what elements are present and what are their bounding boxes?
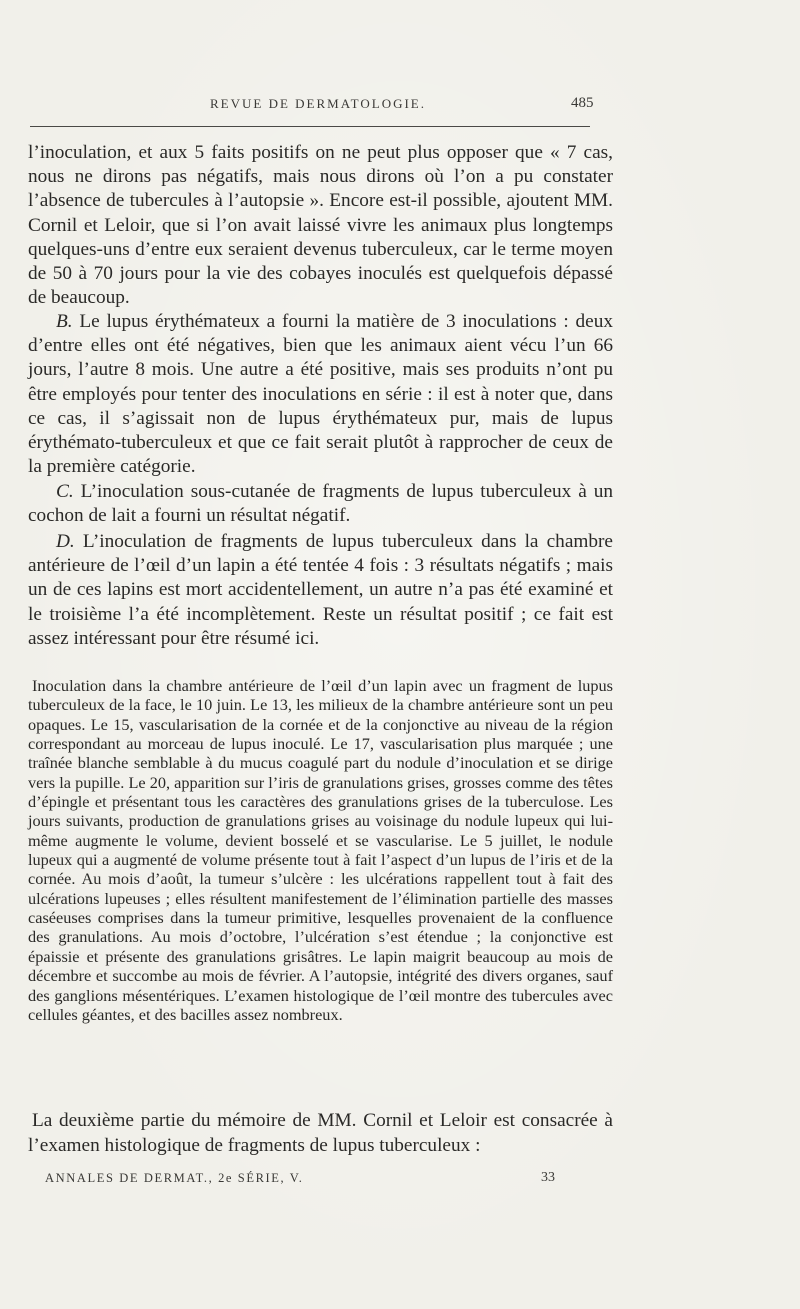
paragraph-d-text: L’inoculation de fragments de lupus tuberculeux dans la chambre antérieure de l’œil d’un lapin a été tentée 4 fois : 3 résultats négatifs ; mais un de ces lapins est mort accidentellement, un autre n’a pas été examiné et le troisième l’a été incomplètement. Reste un résultat positif ; ce fait est assez intéressant pour être résumé ici. [28,531,613,649]
paragraph-b [28,310,613,479]
signature-line: ANNALES DE DERMAT., 2e SÉRIE, V. [45,1171,304,1185]
page-number: 485 [571,95,594,111]
paragraph-d [28,530,613,651]
case-report: Inoculation dans la chambre antérieure de l’œil d’un lapin avec un fragment de lupus tuberculeux de la face, le 10 juin. Le 13, les milieux de la chambre antérieure sont un peu opaques. Le 15, vascularisation de la cornée et de la conjonctive au niveau de la région correspondant au morceau de lupus inoculé. Le 17, vascularisation plus marquée ; une traînée blanche semblable à du mucus coagulé part du nodule d’inoculation et se dirige vers la pupille. Le 20, apparition sur l’iris de granulations grises, grosses comme des têtes d’épingle et présentant tous les caractères des granulations grises de la tuberculose. Les jours suivants, production de granulations grises au voisinage du nodule lupeux qui lui-même augmente le volume, devient bosselé et se vascularise. Le 5 juillet, le nodule lupeux qui a augmenté de volume présente tout à fait l’aspect d’un lupus de l’iris et de la cornée. Au mois d’août, la tumeur s’ulcère : les ulcérations rappellent tout à fait des ulcérations lupeuses ; elles résultent manifestement de l’élimination partielle des masses caséeuses comprises dans la tumeur primitive, lesquelles provenaient de la confluence des granulations. Au mois d’octobre, l’ulcération s’est étendue ; la conjonctive est épaissie et présente des granulations grisâtres. Le lapin maigrit beaucoup au mois de décembre et succombe au mois de février. A l’autopsie, intégrité des divers organes, sauf des ganglions mésentériques. L’examen histologique de l’œil montre des tubercules avec cellules géantes, et des bacilles assez nombreux. [28,676,613,1024]
paragraph-b-text: Le lupus érythémateux a fourni la matière de 3 inoculations : deux d’entre elles ont été négatives, bien que les animaux aient vécu l’un 66 jours, l’autre 8 mois. Une autre a été positive, mais ses produits n’ont pu être employés pour tenter des inoculations en série : il est à noter que, dans ce cas, il s’agissait non de lupus érythémateux pur, mais de lupus érythémato-tuberculeux et que ce fait serait plutôt à rapprocher de ceux de la première catégorie. [28,311,613,478]
section-marker-b: B. [56,311,73,332]
paragraph-continuation: l’inoculation, et aux 5 faits positifs on ne peut plus opposer que « 7 cas, nous ne dirons pas négatifs, mais nous dirons où l’on a pu constater l’absence de tubercules à l’autopsie ». Encore est-il possible, ajoutent MM. Cornil et Leloir, que si l’on avait laissé vivre les animaux plus longtemps quelques-uns d’entre eux seraient devenus tuberculeux, car le terme moyen de 50 à 70 jours pour la vie des cobayes inoculés est quelquefois dépassé de beaucoup. [28,142,613,309]
paragraph-c [28,480,613,528]
section-marker-d: D. [56,531,75,552]
section-marker-c: C. [56,481,74,502]
paragraph-c-text: L’inoculation sous-cutanée de fragments de lupus tuberculeux à un cochon de lait a fourni un résultat négatif. [28,481,613,527]
running-title: REVUE DE DERMATOLOGIE. [210,96,426,111]
header-rule [30,126,590,127]
sheet-number: 33 [541,1170,555,1185]
paragraph-final: La deuxième partie du mémoire de MM. Cornil et Leloir est consacrée à l’examen histologique de fragments de lupus tuberculeux : [28,1110,613,1156]
